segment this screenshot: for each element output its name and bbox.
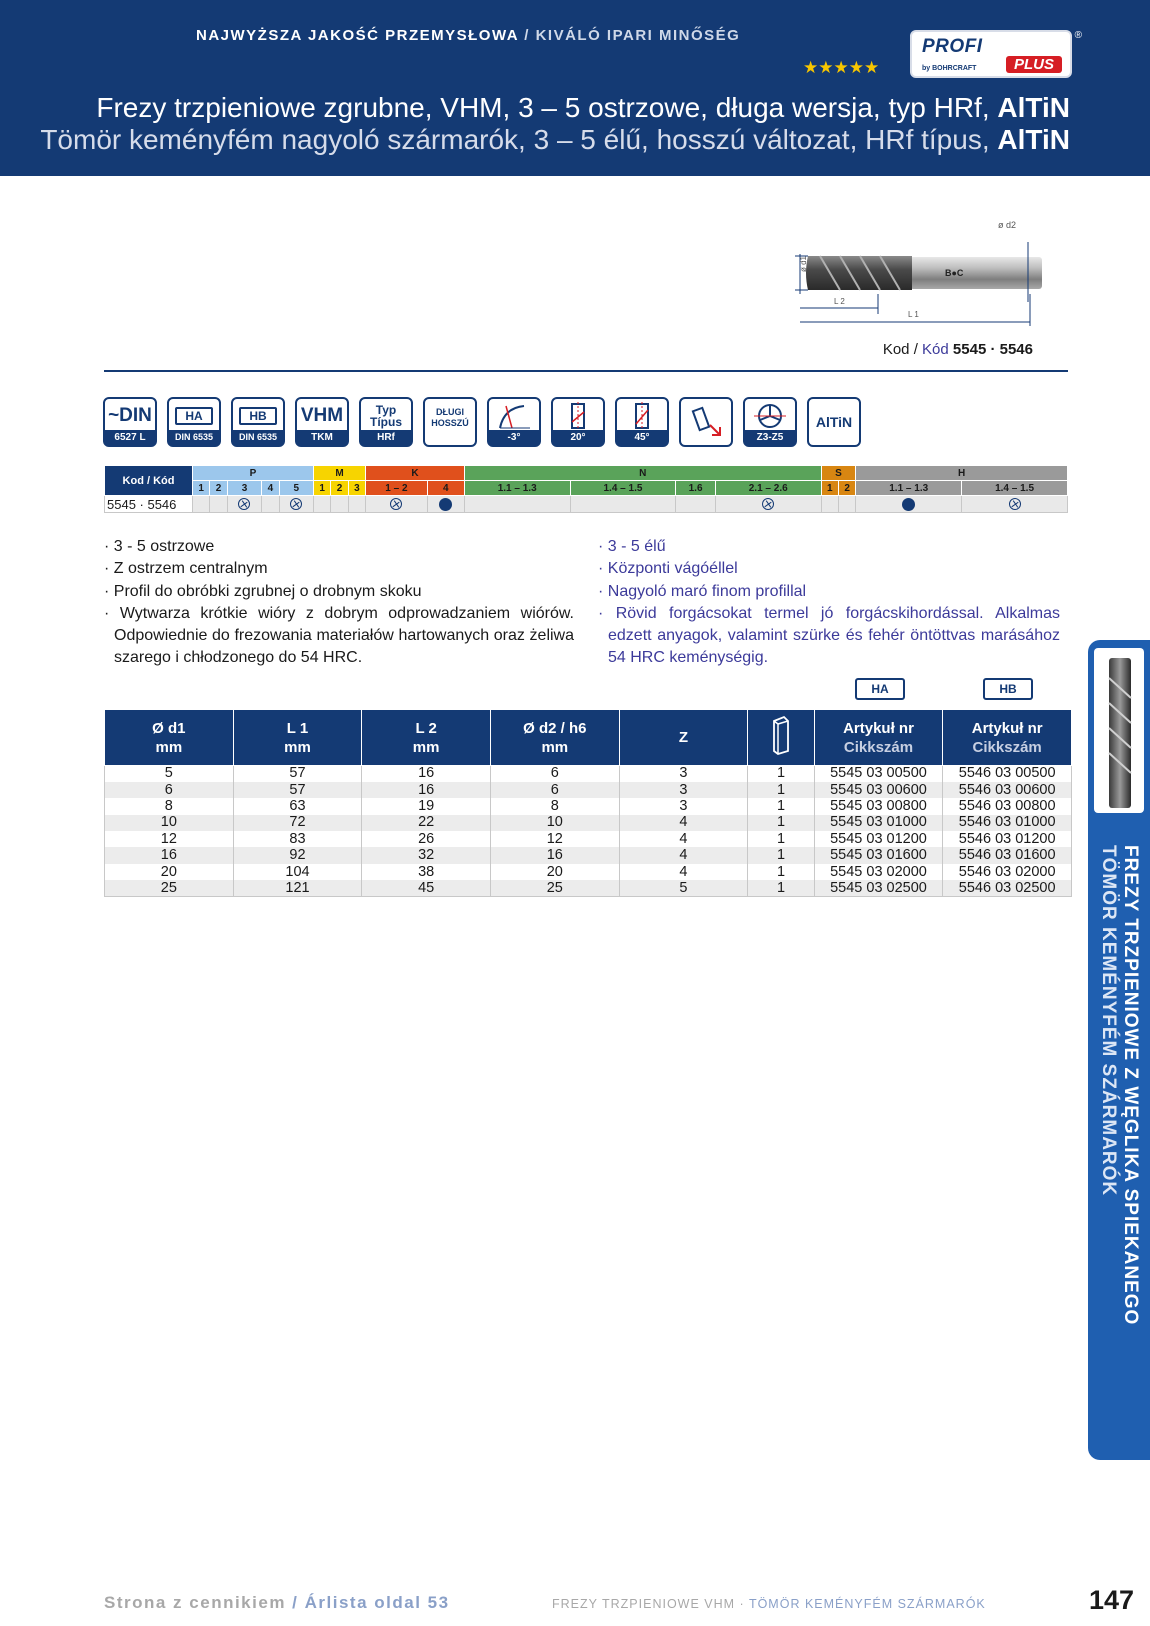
side-tab-hu: TÖMÖR KEMÉNYFÉM SZÁRMARÓK [1098, 845, 1119, 1197]
header-line-2: Cikkszám [972, 738, 1042, 756]
quality-pl: NAJWYŻSZA JAKOŚĆ PRZEMYSŁOWA [196, 27, 519, 44]
header-line-2: mm [412, 738, 440, 756]
vhm-icon: VHM TKM [295, 397, 349, 447]
hb-badge: HB [983, 678, 1033, 700]
group-h: H [856, 466, 1068, 481]
table-row [105, 864, 1072, 880]
material-cell [366, 496, 428, 513]
sub-m-1: 1 [314, 481, 331, 496]
column-header [814, 710, 943, 766]
table-cell: 20 [490, 864, 619, 880]
side-tab-text [1097, 845, 1141, 1325]
product-table-body [105, 766, 1072, 897]
table-row [105, 766, 1072, 782]
long-icon: DŁUGI HOSSZÚ [423, 397, 477, 447]
table-cell: 12 [490, 831, 619, 847]
material-cell [838, 496, 855, 513]
material-cell [856, 496, 962, 513]
product-table-header [105, 710, 1072, 766]
table-cell: 57 [233, 766, 362, 782]
table-row [105, 815, 1072, 831]
material-row-code: 5545 · 5546 [105, 496, 193, 513]
footer-left-hu: Árlista oldal 53 [304, 1593, 450, 1612]
material-kod-header: Kod / Kód [105, 466, 193, 496]
table-cell: 1 [748, 831, 814, 847]
table-cell: 104 [233, 864, 362, 880]
table-cell: 26 [362, 831, 491, 847]
material-cell [279, 496, 313, 513]
table-cell: 5545 03 00800 [814, 798, 943, 814]
l1-label: L 1 [908, 310, 919, 319]
column-header [233, 710, 362, 766]
sub-p-3: 3 [227, 481, 261, 496]
table-row [105, 880, 1072, 896]
group-n: N [464, 466, 821, 481]
ha-badge: HA [855, 678, 905, 700]
material-table [104, 465, 1068, 513]
chapter-side-tab [1088, 640, 1150, 1460]
group-m: M [314, 466, 366, 481]
table-cell: 10 [490, 815, 619, 831]
table-cell: 25 [105, 880, 234, 896]
material-cell [715, 496, 821, 513]
table-cell: 3 [619, 782, 748, 798]
table-row [105, 798, 1072, 814]
tool-drawing [800, 222, 1070, 340]
table-cell: 4 [619, 847, 748, 863]
table-cell: 19 [362, 798, 491, 814]
header-line-1: Ø d1 [152, 719, 186, 737]
table-cell: 5546 03 01000 [943, 815, 1072, 831]
header-line-1: Artykuł nr [971, 719, 1043, 737]
product-table [104, 709, 1072, 897]
quality-tagline [196, 27, 740, 44]
table-cell: 10 [105, 815, 234, 831]
material-cell [821, 496, 838, 513]
feature-item: · 3 - 5 élű [598, 538, 666, 555]
feature-item: · Rövid forgácsokat termel jó forgácskihordással. Alkalmas edzett anyagok, valamint szürke és fehér öntöttvas marásához 54 HRC keménységig. [598, 604, 1060, 667]
title-hu-coating: AlTiN [997, 124, 1070, 155]
table-cell: 72 [233, 815, 362, 831]
logo-by: by BOHRCRAFT [922, 65, 977, 72]
footer-mid-hu: TÖMÖR KEMÉNYFÉM SZÁRMARÓK [748, 1597, 986, 1611]
column-header [362, 710, 491, 766]
kod-hu: Kód [922, 341, 949, 358]
table-cell: 5546 03 01200 [943, 831, 1072, 847]
footer-mid-sep: · [735, 1597, 749, 1611]
table-cell: 92 [233, 847, 362, 863]
suitable-icon [762, 498, 774, 510]
title-hu-text: Tömör keményfém nagyoló szármarók, 3 – 5 élű, hosszú változat, HRf típus, [40, 124, 998, 155]
table-cell: 5546 03 00800 [943, 798, 1072, 814]
type-icon: Typ Típus HRf [359, 397, 413, 447]
table-cell: 5545 03 01600 [814, 847, 943, 863]
table-cell: 5545 03 00600 [814, 782, 943, 798]
material-cell [464, 496, 570, 513]
ramping-icon [679, 397, 733, 447]
material-cell [227, 496, 261, 513]
header-line-1: Ø d2 / h6 [523, 719, 587, 737]
features-hu [598, 536, 1060, 670]
table-cell: 1 [748, 880, 814, 896]
rake-angle-icon: -3° [487, 397, 541, 447]
page-number: 147 [1088, 1585, 1134, 1615]
helix-20-icon: 20° [551, 397, 605, 447]
divider [104, 370, 1068, 372]
sub-m-3: 3 [348, 481, 365, 496]
features-pl [104, 536, 574, 670]
table-cell: 5546 03 02000 [943, 864, 1072, 880]
sub-k-2: 4 [427, 481, 464, 496]
header-line-1: Z [678, 729, 689, 746]
shank-shape [910, 257, 1042, 289]
title-pl-coating: AlTiN [997, 92, 1070, 123]
column-header [490, 710, 619, 766]
feature-item: · 3 - 5 ostrzowe [104, 538, 215, 555]
suitable-icon [390, 498, 402, 510]
header-line-1: Artykuł nr [843, 719, 914, 737]
table-cell: 1 [748, 766, 814, 782]
title-pl [96, 92, 1070, 124]
table-cell: 6 [490, 782, 619, 798]
footer-mid-pl: FREZY TRZPIENIOWE VHM [552, 1597, 736, 1611]
flutes-icon: Z3-Z5 [743, 397, 797, 447]
footer-left-pl: Strona z cennikiem [104, 1593, 286, 1612]
logo-profi: PROFI [922, 36, 983, 57]
sub-h-1: 1.1 – 1.3 [856, 481, 962, 496]
table-cell: 57 [233, 782, 362, 798]
pack-qty-header [748, 710, 814, 766]
material-cell [348, 496, 365, 513]
sub-h-2: 1.4 – 1.5 [962, 481, 1068, 496]
profi-plus-logo [910, 30, 1082, 78]
hb-shank-icon: HB DIN 6535 [231, 397, 285, 447]
material-cell [962, 496, 1068, 513]
feature-item: · Központi vágóéllel [598, 560, 738, 578]
table-cell: 22 [362, 815, 491, 831]
table-cell: 4 [619, 831, 748, 847]
table-cell: 16 [362, 766, 491, 782]
kod-line [883, 341, 1033, 358]
material-cell [570, 496, 676, 513]
sub-k-1: 1 – 2 [366, 481, 428, 496]
group-k: K [366, 466, 465, 481]
header-line-2: mm [541, 738, 569, 756]
table-cell: 16 [490, 847, 619, 863]
table-cell: 5545 03 00500 [814, 766, 943, 782]
table-cell: 5 [105, 766, 234, 782]
sub-n-3: 1.6 [676, 481, 715, 496]
table-cell: 83 [233, 831, 362, 847]
table-cell: 3 [619, 766, 748, 782]
sub-p-4: 4 [262, 481, 279, 496]
suitable-icon [1009, 498, 1021, 510]
l2-label: L 2 [834, 297, 845, 306]
table-cell: 5545 03 02500 [814, 880, 943, 896]
tool-thumbnail [1094, 648, 1144, 813]
registered-mark: ® [1074, 30, 1082, 41]
table-cell: 5545 03 01200 [814, 831, 943, 847]
table-cell: 4 [619, 815, 748, 831]
kod-pl: Kod [882, 341, 910, 358]
table-cell: 5546 03 02500 [943, 880, 1072, 896]
table-cell: 1 [748, 782, 814, 798]
suitable-icon [238, 498, 250, 510]
feature-item: · Profil do obróbki zgrubnej o drobnym skoku [104, 582, 422, 600]
sub-m-2: 2 [331, 481, 348, 496]
table-cell: 8 [490, 798, 619, 814]
feature-item: · Wytwarza krótkie wióry z dobrym odprowadzaniem wiórów. Odpowiednie do frezowania materiałów hartowanych oraz żeliwa szarego i chłodzonego do 54 HRC. [104, 604, 574, 667]
sub-p-2: 2 [210, 481, 227, 496]
table-cell: 121 [233, 880, 362, 896]
header-line-1: L 2 [415, 719, 437, 737]
table-cell: 25 [490, 880, 619, 896]
logo-plus: PLUS [1006, 56, 1062, 73]
header-line-1: L 1 [286, 719, 309, 737]
footer-left-sep: / [285, 1593, 305, 1612]
material-cell [314, 496, 331, 513]
rating-stars: ★★★★★ [803, 58, 880, 77]
din-icon: ~DIN 6527 L [103, 397, 157, 447]
column-header [105, 710, 234, 766]
highly-suitable-icon [902, 498, 915, 511]
table-cell: 38 [362, 864, 491, 880]
table-cell: 1 [748, 847, 814, 863]
footer-price-page [104, 1593, 450, 1613]
ha-shank-icon: HA DIN 6535 [167, 397, 221, 447]
table-cell: 16 [105, 847, 234, 863]
table-row [105, 782, 1072, 798]
quality-separator: / [518, 27, 536, 44]
feature-item: · Nagyoló maró finom profillal [598, 582, 807, 600]
kod-sep: / [909, 341, 923, 358]
table-cell: 63 [233, 798, 362, 814]
table-row [105, 847, 1072, 863]
kod-codes: 5545 · 5546 [948, 341, 1033, 358]
table-cell: 1 [748, 864, 814, 880]
package-icon [770, 715, 792, 755]
title-hu [40, 124, 1070, 156]
material-cell [427, 496, 464, 513]
side-tab-pl: FREZY TRZPIENIOWE Z WĘGLIKA SPIEKANEGO [1120, 845, 1141, 1326]
table-cell: 16 [362, 782, 491, 798]
sub-p-1: 1 [193, 481, 210, 496]
material-suitability-row [105, 496, 1068, 513]
page-header [0, 0, 1150, 176]
footer-section [552, 1597, 986, 1611]
sub-n-2: 1.4 – 1.5 [570, 481, 676, 496]
coating-icon: AlTiN [807, 397, 861, 447]
table-cell: 20 [105, 864, 234, 880]
material-cell [193, 496, 210, 513]
table-cell: 32 [362, 847, 491, 863]
sub-p-5: 5 [279, 481, 313, 496]
quality-hu: KIVÁLÓ IPARI MINŐSÉG [535, 27, 741, 44]
d1-label: ø d1 [799, 255, 808, 272]
highly-suitable-icon [439, 498, 452, 511]
table-cell: 1 [748, 798, 814, 814]
helix-45-icon: 45° [615, 397, 669, 447]
table-cell: 1 [748, 815, 814, 831]
table-cell: 6 [490, 766, 619, 782]
material-cell [262, 496, 279, 513]
table-cell: 45 [362, 880, 491, 896]
title-pl-text: Frezy trzpieniowe zgrubne, VHM, 3 – 5 ostrzowe, długa wersja, typ HRf, [96, 92, 998, 123]
table-cell: 4 [619, 864, 748, 880]
header-line-2: mm [284, 738, 311, 756]
table-cell: 5 [619, 880, 748, 896]
group-p: P [193, 466, 314, 481]
header-line-2: Cikkszám [843, 738, 914, 756]
feature-item: · Z ostrzem centralnym [104, 560, 268, 578]
sub-s-1: 1 [821, 481, 838, 496]
table-cell: 5546 03 01600 [943, 847, 1072, 863]
table-cell: 5546 03 00500 [943, 766, 1072, 782]
table-row [105, 831, 1072, 847]
header-line-2: mm [155, 738, 183, 756]
table-cell: 5545 03 02000 [814, 864, 943, 880]
sub-s-2: 2 [838, 481, 855, 496]
sub-n-1: 1.1 – 1.3 [464, 481, 570, 496]
table-cell: 12 [105, 831, 234, 847]
material-cell [676, 496, 715, 513]
table-cell: 8 [105, 798, 234, 814]
table-cell: 3 [619, 798, 748, 814]
d2-label: ø d2 [998, 220, 1017, 230]
table-cell: 6 [105, 782, 234, 798]
column-header [619, 710, 748, 766]
material-cell [210, 496, 227, 513]
column-header [943, 710, 1072, 766]
tool-brand: B●C [945, 268, 964, 278]
sub-n-4: 2.1 – 2.6 [715, 481, 821, 496]
suitable-icon [290, 498, 302, 510]
table-cell: 5545 03 01000 [814, 815, 943, 831]
group-s: S [821, 466, 856, 481]
table-cell: 5546 03 00600 [943, 782, 1072, 798]
material-cell [331, 496, 348, 513]
